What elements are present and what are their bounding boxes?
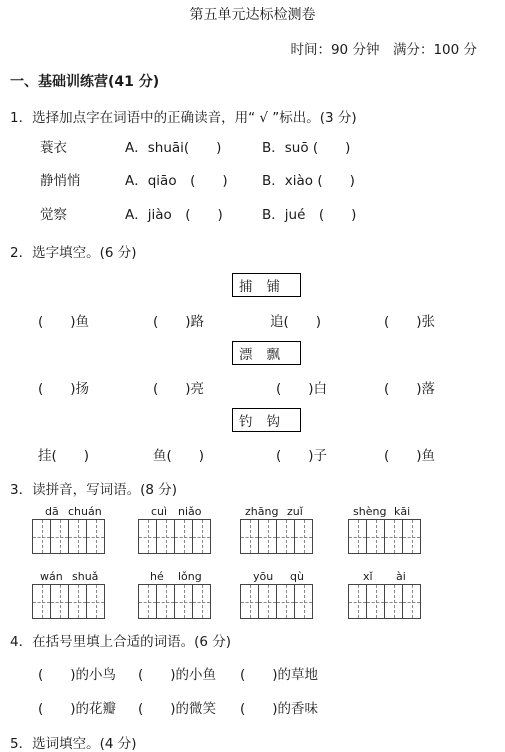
writing-grid[interactable]	[240, 519, 313, 554]
pinyin: qù	[290, 570, 304, 583]
fill-item[interactable]: 挂( )	[38, 448, 90, 464]
pinyin: zuǐ	[287, 505, 303, 518]
pinyin: lǒng	[178, 570, 202, 583]
fill-item[interactable]: ( )张	[384, 314, 436, 330]
pinyin: dā	[45, 505, 59, 518]
fill-item[interactable]: ( )的香味	[240, 701, 319, 717]
pinyin: kāi	[394, 505, 411, 518]
char-choice-box: 钓钩	[232, 408, 301, 432]
question-3-prompt: 3．读拼音，写词语。(8 分)	[10, 482, 178, 498]
pinyin: xǐ	[363, 570, 373, 583]
section-heading: 一、基础训练营(41 分)	[10, 74, 160, 90]
fill-item[interactable]: ( )亮	[153, 381, 205, 397]
fill-item[interactable]: ( )子	[276, 448, 328, 464]
writing-grid[interactable]	[138, 519, 211, 554]
page-title: 第五单元达标检测卷	[189, 7, 316, 23]
pinyin: shuǎ	[72, 570, 99, 583]
writing-grid[interactable]	[240, 584, 313, 619]
fill-item[interactable]: ( )落	[384, 381, 436, 397]
q1-word: 静悄悄	[40, 173, 81, 189]
fill-item[interactable]: ( )路	[153, 314, 205, 330]
q1-option-a[interactable]: A．jiào ( )	[125, 207, 223, 223]
fill-item[interactable]: ( )的微笑	[138, 701, 217, 717]
pinyin: shèng	[353, 505, 387, 518]
q1-word: 蓑衣	[40, 140, 67, 156]
fill-item[interactable]: ( )的小鸟	[38, 667, 117, 683]
pinyin: yōu	[253, 570, 274, 583]
pinyin: ài	[396, 570, 406, 583]
fill-item[interactable]: ( )鱼	[38, 314, 90, 330]
fill-item[interactable]: ( )鱼	[384, 448, 436, 464]
q1-option-a[interactable]: A．qiāo ( )	[125, 173, 228, 189]
q1-option-b[interactable]: B．jué ( )	[262, 207, 357, 223]
pinyin: niǎo	[178, 505, 202, 518]
q1-option-b[interactable]: B．suō ( )	[262, 140, 351, 156]
writing-grid[interactable]	[32, 519, 105, 554]
q1-option-b[interactable]: B．xiào ( )	[262, 173, 355, 189]
exam-meta: 时间：90 分钟 满分：100 分	[290, 42, 477, 58]
question-4-prompt: 4．在括号里填上合适的词语。(6 分)	[10, 634, 232, 650]
q1-word: 觉察	[40, 207, 67, 223]
fill-item[interactable]: ( )的花瓣	[38, 701, 117, 717]
char-choice-box: 漂飘	[232, 341, 301, 365]
fill-item[interactable]: ( )的草地	[240, 667, 319, 683]
fill-item[interactable]: 追( )	[270, 314, 322, 330]
fill-item[interactable]: 鱼( )	[153, 448, 205, 464]
writing-grid[interactable]	[32, 584, 105, 619]
writing-grid[interactable]	[138, 584, 211, 619]
fill-item[interactable]: ( )的小鱼	[138, 667, 217, 683]
fill-item[interactable]: ( )白	[276, 381, 328, 397]
question-2-prompt: 2．选字填空。(6 分)	[10, 245, 137, 261]
writing-grid[interactable]	[348, 519, 421, 554]
pinyin: hé	[150, 570, 164, 583]
question-5-prompt: 5．选词填空。(4 分)	[10, 736, 137, 752]
question-1-prompt: 1．选择加点字在词语中的正确读音，用“ √ ”标出。(3 分)	[10, 110, 357, 126]
char-choice-box: 捕铺	[232, 273, 301, 297]
writing-grid[interactable]	[348, 584, 421, 619]
fill-item[interactable]: ( )扬	[38, 381, 90, 397]
q1-option-a[interactable]: A．shuāi( )	[125, 140, 222, 156]
pinyin: zhāng	[245, 505, 279, 518]
pinyin: cuì	[151, 505, 168, 518]
pinyin: chuán	[68, 505, 102, 518]
pinyin: wán	[40, 570, 63, 583]
